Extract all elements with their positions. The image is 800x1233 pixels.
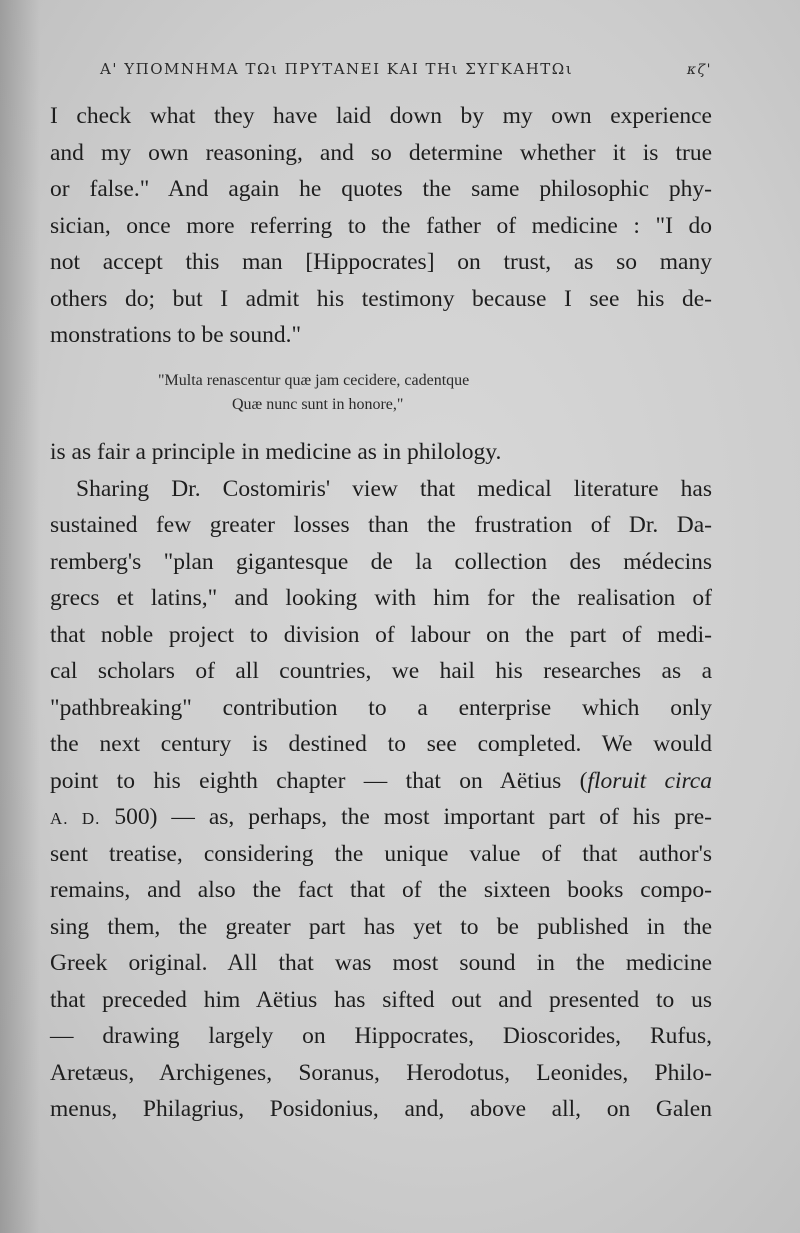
small-caps-text: A. D. [50,809,101,828]
quotation-line-2: Quæ nunc sunt in honore," [232,396,404,413]
text-line: remains, and also the fact that of the sixteen books compo- [50,877,712,903]
main-text [50,434,712,1128]
text-line: sent treatise, considering the unique value of that author's [50,840,712,867]
text-line: not accept this man [Hippocrates] on trust, as so many [50,249,712,275]
text-line: that preceded him Aëtius has sifted out and presented to us [50,986,712,1013]
running-head-title: Α' ΥΠΟΜΝΗΜΑ ΤΩι ΠΡΥΤΑΝΕΙ ΚΑΙ ΤΗι ΣΥΓΚΑΗΤΩι [100,60,574,78]
quotation-line-1: "Multa renascentur quæ jam cecidere, cadentque [158,372,470,389]
text-line: or false." And again he quotes the same philosophic phy- [50,176,712,202]
text-line: remberg's "plan gigantesque de la collection des médecins [50,548,712,575]
page-number: κζ' [686,62,712,78]
text-line: Greek original. All that was most sound in the medicine [50,950,712,976]
text-line: Sharing Dr. Costomiris' view that medical literature has [76,475,712,502]
text-line: Aretæus, Archigenes, Soranus, Herodotus, Leonides, Philo- [50,1059,712,1086]
text-line-floruit [50,763,712,800]
text-line: that noble project to division of labour on the part of medi- [50,621,712,648]
text-line: menus, Philagrius, Posidonius, and, above all, on Galen [50,1096,712,1122]
text-run: point to his eighth chapter — that on Aëtius ( [50,767,588,794]
text-line: "pathbreaking" contribution to a enterprise which only [50,694,712,721]
running-head [100,60,712,88]
binding-shadow [0,0,40,1233]
text-line: others do; but I admit his testimony because I see his de- [50,285,712,312]
text-line: is as fair a principle in medicine as in philology. [50,439,502,465]
text-line: and my own reasoning, and so determine whether it is true [50,139,712,166]
text-line: — drawing largely on Hippocrates, Dioscorides, Rufus, [50,1023,712,1049]
text-line: sing them, the greater part has yet to be published in the [50,913,712,940]
text-line: cal scholars of all countries, we hail his researches as a [50,658,712,684]
paragraph-continued [50,98,712,354]
text-line: I check what they have laid down by my own experience [50,103,712,129]
italic-text: floruit circa [587,767,712,794]
text-line: monstrations to be sound." [50,322,302,348]
text-line: the next century is destined to see completed. We would [50,731,712,757]
text-line-ad [50,799,712,836]
text-line: sustained few greater losses than the frustration of Dr. Da- [50,512,712,538]
text-run: 500) — as, perhaps, the most important part of his pre- [100,804,712,830]
text-line: grecs et latins," and looking with him for the realisation of [50,585,712,611]
text-line: sician, once more referring to the father of medicine : "I do [50,212,712,239]
